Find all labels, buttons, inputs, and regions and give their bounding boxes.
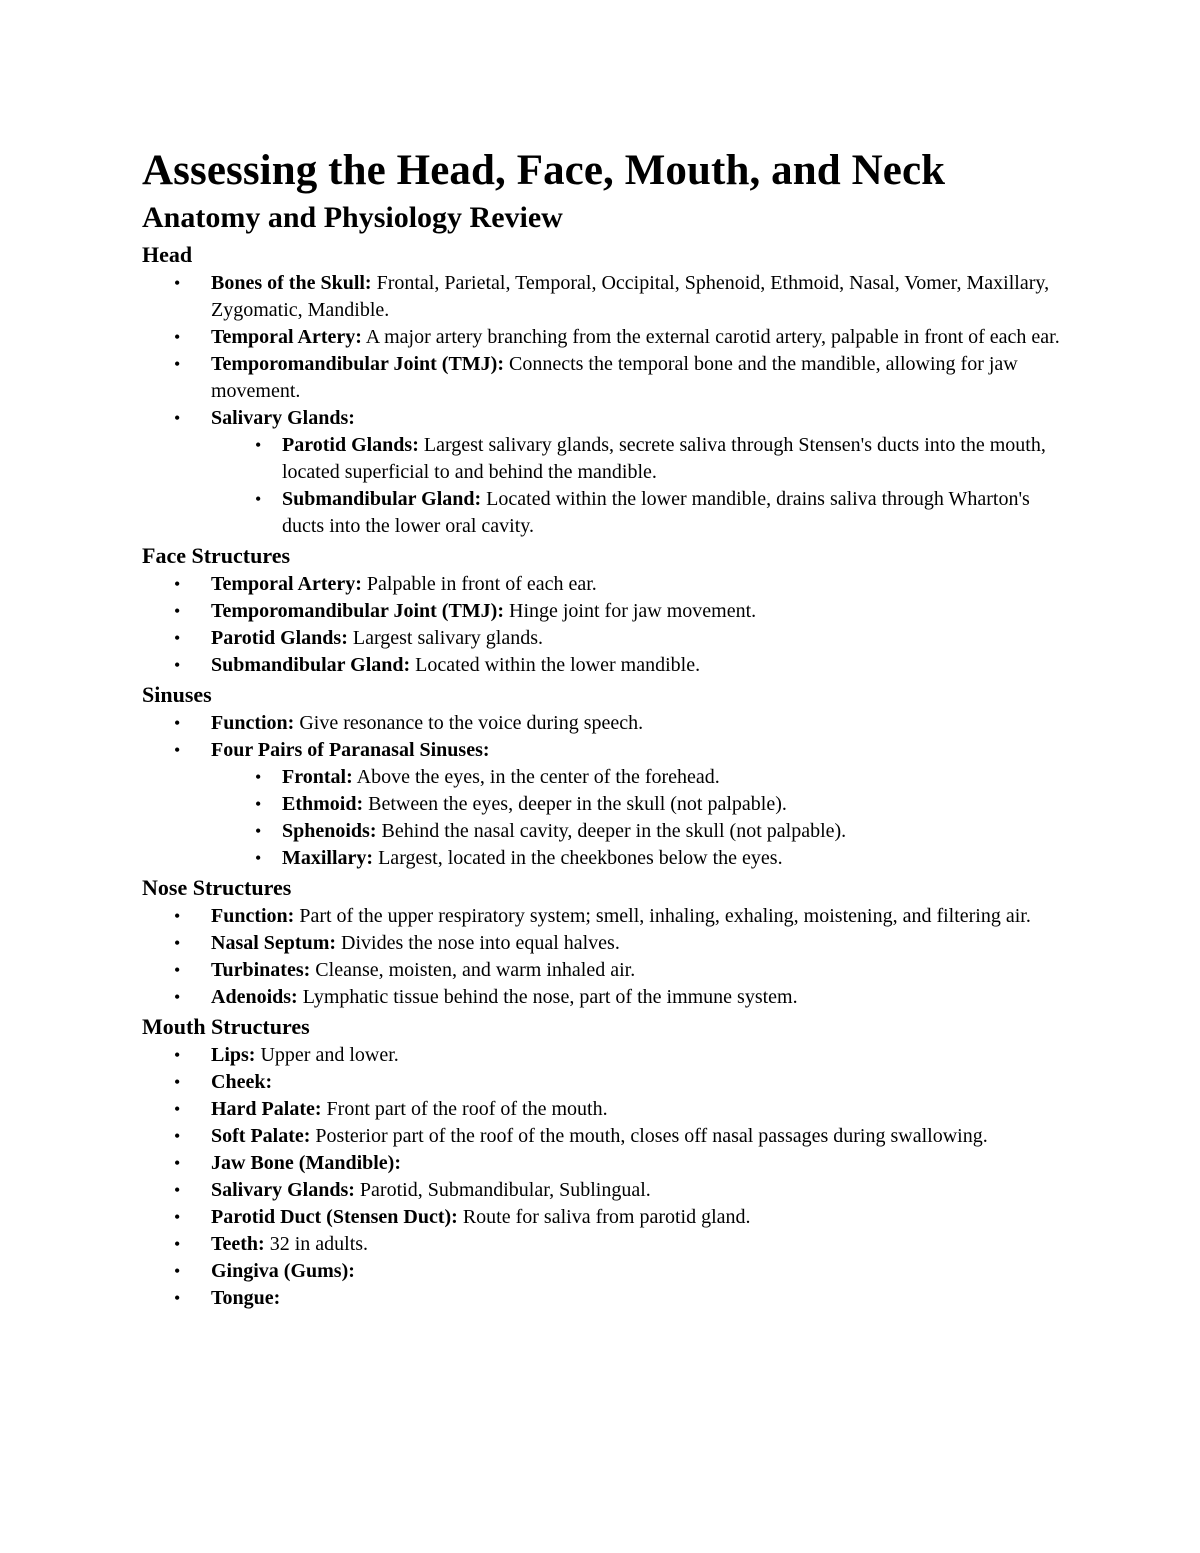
bullet-list: [142, 710, 1072, 872]
section-nose: [142, 873, 1072, 1011]
sub-list-item: [211, 764, 1072, 791]
list-item: [142, 957, 1072, 984]
bullet-icon: •: [174, 574, 181, 594]
section-face: [142, 541, 1072, 679]
item-term: Temporal Artery:: [211, 573, 362, 595]
bullet-icon: •: [174, 1261, 181, 1281]
item-text: Divides the nose into equal halves.: [336, 932, 620, 954]
bullet-icon: •: [255, 794, 262, 814]
bullet-list: [142, 1042, 1072, 1312]
list-item: [142, 351, 1072, 405]
section-sinuses: [142, 680, 1072, 872]
section-head: [142, 240, 1072, 540]
sub-list-item: [211, 791, 1072, 818]
item-term: Turbinates:: [211, 959, 311, 981]
list-item: [142, 1231, 1072, 1258]
item-text: Posterior part of the roof of the mouth, closes off nasal passages during swallowing.: [310, 1125, 988, 1147]
bullet-icon: •: [174, 1234, 181, 1254]
list-item: [142, 1123, 1072, 1150]
item-term: Ethmoid:: [282, 793, 364, 815]
document-subtitle: Anatomy and Physiology Review: [142, 201, 563, 234]
item-term: Nasal Septum:: [211, 932, 337, 954]
item-text: Part of the upper respiratory system; smell, inhaling, exhaling, moistening, and filtering air.: [294, 905, 1031, 927]
sub-list-item: [211, 845, 1072, 872]
bullet-icon: •: [174, 906, 181, 926]
bullet-icon: •: [174, 327, 181, 347]
list-item: [142, 571, 1072, 598]
item-text: Largest, located in the cheekbones below the eyes.: [373, 847, 783, 869]
list-item: [142, 984, 1072, 1011]
sub-list-item: [211, 432, 1072, 486]
bullet-icon: •: [174, 601, 181, 621]
item-text: Give resonance to the voice during speech.: [294, 712, 644, 734]
item-text: Route for saliva from parotid gland.: [457, 1206, 751, 1228]
item-text: Palpable in front of each ear.: [361, 573, 597, 595]
item-term: Gingiva (Gums):: [211, 1260, 355, 1282]
item-text: Lymphatic tissue behind the nose, part of the immune system.: [297, 986, 798, 1008]
section-mouth: [142, 1012, 1072, 1312]
sub-bullet-list: [142, 432, 1072, 540]
item-term: Frontal:: [282, 766, 353, 788]
bullet-icon: •: [174, 713, 181, 733]
item-text: 32 in adults.: [264, 1233, 369, 1255]
bullet-icon: •: [174, 1099, 181, 1119]
bullet-list: [142, 270, 1072, 540]
bullet-list: [142, 571, 1072, 679]
bullet-icon: •: [255, 435, 262, 455]
list-item: [142, 903, 1072, 930]
list-item: [142, 270, 1072, 324]
item-text: Largest salivary glands, secrete saliva through Stensen's ducts into the mouth, located superficial to and behind the mandible.: [282, 434, 1046, 483]
bullet-icon: •: [255, 489, 262, 509]
item-term: Function:: [211, 712, 295, 734]
bullet-icon: •: [174, 628, 181, 648]
item-term: Parotid Glands:: [282, 434, 419, 456]
item-text: Behind the nasal cavity, deeper in the skull (not palpable).: [376, 820, 847, 842]
item-term: Bones of the Skull:: [211, 272, 372, 294]
bullet-icon: •: [174, 655, 181, 675]
item-term: Sphenoids:: [282, 820, 377, 842]
section-heading: Head: [142, 242, 193, 267]
list-item: [142, 598, 1072, 625]
document-title: Assessing the Head, Face, Mouth, and Neck: [142, 147, 946, 194]
item-term: Parotid Duct (Stensen Duct):: [211, 1206, 458, 1228]
item-text: Frontal, Parietal, Temporal, Occipital, Sphenoid, Ethmoid, Nasal, Vomer, Maxillary, Zygomatic, Mandible.: [211, 272, 1050, 321]
item-text: Hinge joint for jaw movement.: [504, 600, 757, 622]
list-item: [142, 405, 1072, 540]
item-term: Soft Palate:: [211, 1125, 311, 1147]
list-item: [142, 1096, 1072, 1123]
bullet-icon: •: [174, 1207, 181, 1227]
bullet-icon: •: [174, 1180, 181, 1200]
list-item: [142, 1069, 1072, 1096]
item-text: Between the eyes, deeper in the skull (not palpable).: [363, 793, 787, 815]
bullet-list: [142, 903, 1072, 1011]
item-term: Hard Palate:: [211, 1098, 322, 1120]
sub-list-item: [211, 818, 1072, 845]
item-text: Largest salivary glands.: [347, 627, 544, 649]
bullet-icon: •: [174, 740, 181, 760]
item-term: Function:: [211, 905, 295, 927]
bullet-icon: •: [174, 1288, 181, 1308]
item-term: Temporal Artery:: [211, 326, 362, 348]
item-term: Jaw Bone (Mandible):: [211, 1152, 401, 1174]
item-text: Upper and lower.: [255, 1044, 399, 1066]
list-item: [142, 1042, 1072, 1069]
item-text: Located within the lower mandible, drains saliva through Wharton's ducts into the lower oral cavity.: [282, 488, 1030, 537]
item-text: Above the eyes, in the center of the forehead.: [352, 766, 720, 788]
bullet-icon: •: [174, 1045, 181, 1065]
item-term: Maxillary:: [282, 847, 374, 869]
list-item: [142, 1285, 1072, 1312]
list-item: [142, 1150, 1072, 1177]
list-item: [142, 710, 1072, 737]
item-term: Four Pairs of Paranasal Sinuses:: [211, 739, 490, 761]
section-heading: Face Structures: [142, 543, 291, 568]
bullet-icon: •: [174, 1072, 181, 1092]
item-term: Teeth:: [211, 1233, 265, 1255]
item-text: A major artery branching from the external carotid artery, palpable in front of each ear.: [361, 326, 1060, 348]
bullet-icon: •: [174, 987, 181, 1007]
sub-bullet-list: [142, 764, 1072, 872]
bullet-icon: •: [174, 1153, 181, 1173]
item-term: Submandibular Gland:: [282, 488, 482, 510]
item-term: Parotid Glands:: [211, 627, 348, 649]
item-term: Temporomandibular Joint (TMJ):: [211, 353, 504, 375]
bullet-icon: •: [174, 273, 181, 293]
list-item: [142, 930, 1072, 957]
item-term: Submandibular Gland:: [211, 654, 411, 676]
item-text: Front part of the roof of the mouth.: [321, 1098, 608, 1120]
list-item: [142, 625, 1072, 652]
item-term: Salivary Glands:: [211, 1179, 355, 1201]
item-term: Adenoids:: [211, 986, 298, 1008]
item-text: Parotid, Submandibular, Sublingual.: [354, 1179, 651, 1201]
item-term: Temporomandibular Joint (TMJ):: [211, 600, 504, 622]
list-item: [142, 1177, 1072, 1204]
section-heading: Sinuses: [142, 682, 212, 707]
bullet-icon: •: [255, 848, 262, 868]
item-text: Located within the lower mandible.: [410, 654, 701, 676]
bullet-icon: •: [174, 960, 181, 980]
bullet-icon: •: [174, 1126, 181, 1146]
item-term: Tongue:: [211, 1287, 281, 1309]
bullet-icon: •: [174, 408, 181, 428]
item-term: Salivary Glands:: [211, 407, 355, 429]
section-heading: Nose Structures: [142, 875, 292, 900]
section-heading: Mouth Structures: [142, 1014, 310, 1039]
bullet-icon: •: [174, 354, 181, 374]
list-item: [142, 737, 1072, 872]
sub-list-item: [211, 486, 1072, 540]
bullet-icon: •: [174, 933, 181, 953]
item-term: Cheek:: [211, 1071, 273, 1093]
item-term: Lips:: [211, 1044, 256, 1066]
item-text: Cleanse, moisten, and warm inhaled air.: [310, 959, 636, 981]
list-item: [142, 324, 1072, 351]
list-item: [142, 1204, 1072, 1231]
item-text: Connects the temporal bone and the mandible, allowing for jaw movement.: [211, 353, 1018, 402]
document-page: [142, 146, 1072, 1312]
bullet-icon: •: [255, 767, 262, 787]
list-item: [142, 1258, 1072, 1285]
list-item: [142, 652, 1072, 679]
bullet-icon: •: [255, 821, 262, 841]
